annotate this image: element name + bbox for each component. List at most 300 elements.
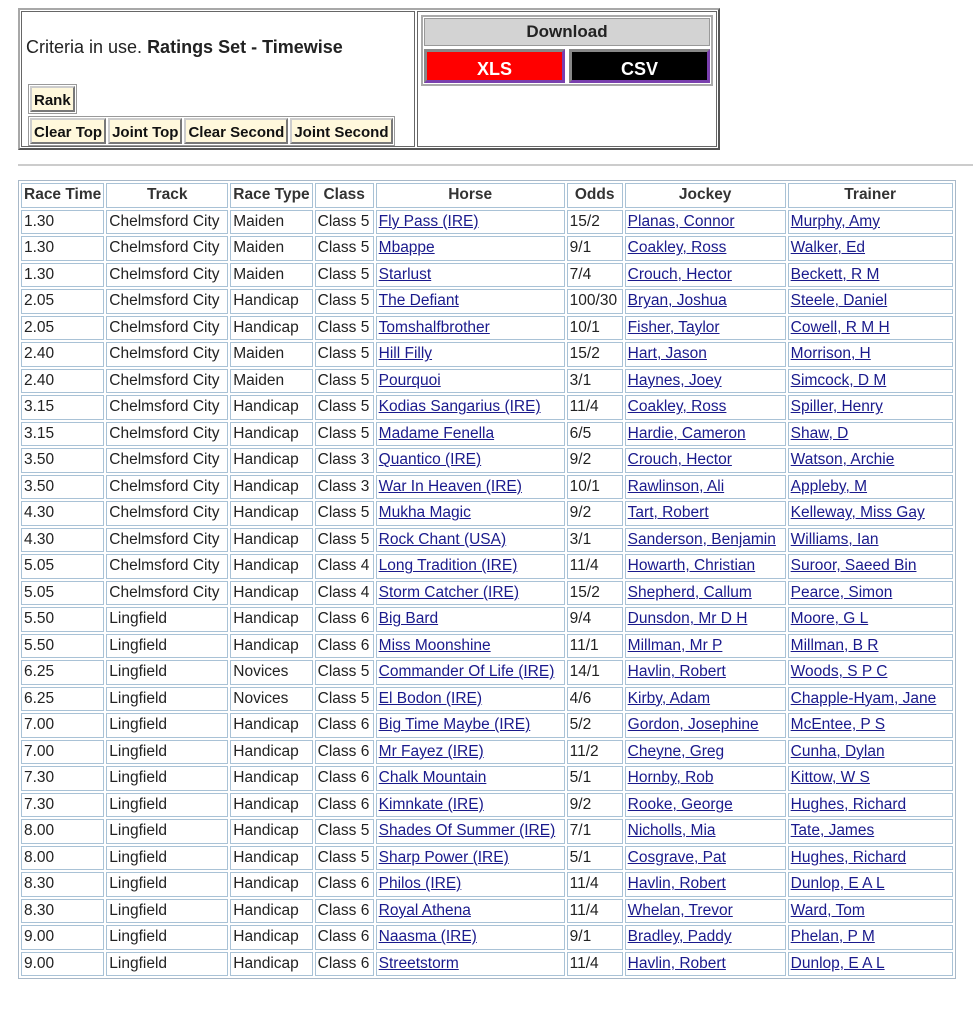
trainer-link[interactable]: Beckett, R M	[790, 265, 880, 283]
column-header-track: Track	[106, 183, 228, 208]
cell-trainer	[788, 422, 953, 447]
cell-race-time: 3.15	[21, 395, 104, 420]
cell-track: Chelmsford City	[106, 581, 228, 606]
cell-horse	[376, 687, 565, 712]
cell-odds: 6/5	[567, 422, 623, 447]
jockey-link[interactable]: Coakley, Ross	[627, 398, 727, 416]
cell-jockey	[625, 554, 786, 579]
trainer-link[interactable]: Watson, Archie	[790, 451, 895, 469]
cell-race-time: 5.05	[21, 554, 104, 579]
cell-jockey	[625, 766, 786, 791]
horse-link[interactable]: Quantico (IRE)	[378, 451, 482, 469]
cell-horse	[376, 766, 565, 791]
cell-race-time: 4.30	[21, 528, 104, 553]
cell-trainer	[788, 289, 953, 314]
jockey-link[interactable]: Rawlinson, Ali	[627, 477, 725, 495]
cell-class: Class 4	[315, 554, 374, 579]
cell-track: Lingfield	[106, 952, 228, 977]
trainer-link[interactable]: Cowell, R M H	[790, 318, 890, 336]
cell-trainer	[788, 766, 953, 791]
cell-race-time: 2.40	[21, 342, 104, 367]
horse-link[interactable]: Hill Filly	[378, 345, 433, 363]
cell-race-time: 6.25	[21, 660, 104, 685]
cell-class: Class 5	[315, 263, 374, 288]
cell-trainer	[788, 316, 953, 341]
cell-track: Chelmsford City	[106, 395, 228, 420]
cell-race-time: 8.30	[21, 899, 104, 924]
cell-odds: 11/4	[567, 952, 623, 977]
jockey-link[interactable]: Hornby, Rob	[627, 769, 714, 787]
table-row	[21, 660, 953, 685]
cell-track: Chelmsford City	[106, 422, 228, 447]
trainer-link[interactable]: Pearce, Simon	[790, 583, 893, 601]
cell-jockey	[625, 687, 786, 712]
trainer-link[interactable]: Morrison, H	[790, 345, 871, 363]
cell-class: Class 6	[315, 766, 374, 791]
cell-horse	[376, 501, 565, 526]
trainer-link[interactable]: Hughes, Richard	[790, 848, 907, 866]
cell-track: Lingfield	[106, 713, 228, 738]
cell-race-time: 9.00	[21, 952, 104, 977]
horse-link[interactable]: Fly Pass (IRE)	[378, 212, 479, 230]
cell-track: Lingfield	[106, 634, 228, 659]
cell-odds: 10/1	[567, 475, 623, 500]
cell-race-type: Handicap	[230, 501, 312, 526]
cell-jockey	[625, 342, 786, 367]
cell-race-type: Handicap	[230, 872, 312, 897]
trainer-link[interactable]: McEntee, P S	[790, 716, 886, 734]
jockey-link[interactable]: Tart, Robert	[627, 504, 709, 522]
cell-horse	[376, 872, 565, 897]
cell-race-time: 1.30	[21, 236, 104, 261]
jockey-link[interactable]: Havlin, Robert	[627, 663, 726, 681]
cell-jockey	[625, 660, 786, 685]
cell-race-type: Handicap	[230, 793, 312, 818]
horse-link[interactable]: Big Bard	[378, 610, 439, 628]
table-row	[21, 766, 953, 791]
jockey-link[interactable]: Havlin, Robert	[627, 954, 726, 972]
cell-trainer	[788, 634, 953, 659]
cell-trainer	[788, 581, 953, 606]
cell-odds: 9/2	[567, 793, 623, 818]
cell-horse	[376, 210, 565, 235]
cell-race-type: Novices	[230, 687, 312, 712]
trainer-link[interactable]: Millman, B R	[790, 636, 879, 654]
cell-race-type: Handicap	[230, 925, 312, 950]
cell-odds: 9/1	[567, 925, 623, 950]
trainer-link[interactable]: Chapple-Hyam, Jane	[790, 689, 937, 707]
table-row	[21, 369, 953, 394]
cell-class: Class 6	[315, 713, 374, 738]
horse-link[interactable]: Pourquoi	[378, 371, 441, 389]
cell-class: Class 5	[315, 289, 374, 314]
cell-horse	[376, 899, 565, 924]
csv-download-button[interactable]: CSV	[569, 49, 710, 83]
cell-horse	[376, 607, 565, 632]
cell-jockey	[625, 369, 786, 394]
cell-jockey	[625, 581, 786, 606]
cell-track: Chelmsford City	[106, 342, 228, 367]
cell-horse	[376, 740, 565, 765]
cell-race-time: 7.30	[21, 766, 104, 791]
jockey-link[interactable]: Planas, Connor	[627, 212, 735, 230]
cell-race-time: 5.05	[21, 581, 104, 606]
cell-race-type: Handicap	[230, 634, 312, 659]
table-row	[21, 925, 953, 950]
cell-race-type: Maiden	[230, 342, 312, 367]
horse-link[interactable]: Shades Of Summer (IRE)	[378, 822, 556, 840]
cell-trainer	[788, 342, 953, 367]
cell-jockey	[625, 713, 786, 738]
filter-buttons	[28, 116, 395, 146]
criteria-cell	[21, 11, 415, 147]
horse-link[interactable]: Madame Fenella	[378, 424, 495, 442]
jockey-link[interactable]: Fisher, Taylor	[627, 318, 720, 336]
cell-class: Class 6	[315, 872, 374, 897]
trainer-link[interactable]: Cunha, Dylan	[790, 742, 885, 760]
trainer-link[interactable]: Dunlop, E A L	[790, 954, 885, 972]
trainer-link[interactable]: Walker, Ed	[790, 239, 866, 257]
cell-class: Class 5	[315, 369, 374, 394]
cell-trainer	[788, 210, 953, 235]
joint-top-button[interactable]: Joint Top	[108, 118, 182, 144]
horse-link[interactable]: Miss Moonshine	[378, 636, 491, 654]
cell-horse	[376, 554, 565, 579]
jockey-link[interactable]: Coakley, Ross	[627, 239, 727, 257]
trainer-link[interactable]: Moore, G L	[790, 610, 869, 628]
cell-trainer	[788, 740, 953, 765]
cell-class: Class 5	[315, 846, 374, 871]
table-row	[21, 581, 953, 606]
cell-race-type: Handicap	[230, 554, 312, 579]
criteria-panel	[18, 8, 720, 150]
cell-odds: 7/4	[567, 263, 623, 288]
cell-track: Lingfield	[106, 872, 228, 897]
cell-jockey	[625, 740, 786, 765]
trainer-link[interactable]: Kelleway, Miss Gay	[790, 504, 925, 522]
cell-race-type: Handicap	[230, 581, 312, 606]
cell-class: Class 6	[315, 740, 374, 765]
joint-second-button[interactable]: Joint Second	[290, 118, 392, 144]
cell-track: Lingfield	[106, 687, 228, 712]
cell-trainer	[788, 263, 953, 288]
cell-class: Class 6	[315, 793, 374, 818]
cell-race-time: 4.30	[21, 501, 104, 526]
cell-jockey	[625, 422, 786, 447]
trainer-link[interactable]: Suroor, Saeed Bin	[790, 557, 917, 575]
cell-race-time: 8.00	[21, 846, 104, 871]
horse-link[interactable]: Chalk Mountain	[378, 769, 487, 787]
cell-horse	[376, 263, 565, 288]
cell-odds: 9/2	[567, 501, 623, 526]
cell-race-time: 3.15	[21, 422, 104, 447]
jockey-link[interactable]: Sanderson, Benjamin	[627, 530, 776, 548]
table-row	[21, 687, 953, 712]
cell-odds: 15/2	[567, 210, 623, 235]
cell-horse	[376, 316, 565, 341]
jockey-link[interactable]: Howarth, Christian	[627, 557, 756, 575]
jockey-link[interactable]: Shepherd, Callum	[627, 583, 752, 601]
horse-link[interactable]: Sharp Power (IRE)	[378, 848, 509, 866]
cell-jockey	[625, 952, 786, 977]
cell-trainer	[788, 528, 953, 553]
cell-race-time: 7.30	[21, 793, 104, 818]
cell-jockey	[625, 210, 786, 235]
table-row	[21, 448, 953, 473]
cell-trainer	[788, 554, 953, 579]
xls-download-button[interactable]: XLS	[424, 49, 565, 83]
cell-race-type: Handicap	[230, 607, 312, 632]
races-table	[18, 180, 956, 979]
trainer-link[interactable]: Hughes, Richard	[790, 795, 907, 813]
cell-race-type: Handicap	[230, 846, 312, 871]
cell-race-type: Handicap	[230, 713, 312, 738]
cell-class: Class 5	[315, 316, 374, 341]
cell-class: Class 5	[315, 422, 374, 447]
trainer-link[interactable]: Appleby, M	[790, 477, 868, 495]
cell-track: Chelmsford City	[106, 316, 228, 341]
cell-trainer	[788, 687, 953, 712]
cell-odds: 11/4	[567, 872, 623, 897]
cell-race-type: Handicap	[230, 475, 312, 500]
cell-trainer	[788, 395, 953, 420]
cell-race-type: Handicap	[230, 448, 312, 473]
cell-track: Lingfield	[106, 819, 228, 844]
cell-race-type: Maiden	[230, 210, 312, 235]
trainer-link[interactable]: Ward, Tom	[790, 901, 865, 919]
cell-track: Chelmsford City	[106, 236, 228, 261]
horse-link[interactable]: El Bodon (IRE)	[378, 689, 483, 707]
cell-class: Class 5	[315, 819, 374, 844]
cell-horse	[376, 369, 565, 394]
table-row	[21, 554, 953, 579]
cell-class: Class 5	[315, 528, 374, 553]
trainer-link[interactable]: Dunlop, E A L	[790, 875, 885, 893]
horse-link[interactable]: Naasma (IRE)	[378, 928, 477, 946]
horse-link[interactable]: Starlust	[378, 265, 432, 283]
column-header-race-type: Race Type	[230, 183, 312, 208]
cell-track: Lingfield	[106, 899, 228, 924]
download-panel	[421, 15, 713, 86]
jockey-link[interactable]: Dunsdon, Mr D H	[627, 610, 748, 628]
horse-link[interactable]: Philos (IRE)	[378, 875, 462, 893]
cell-odds: 5/1	[567, 766, 623, 791]
cell-odds: 11/4	[567, 899, 623, 924]
horse-link[interactable]: Kimnkate (IRE)	[378, 795, 484, 813]
cell-race-time: 8.00	[21, 819, 104, 844]
column-header-jockey: Jockey	[625, 183, 786, 208]
column-header-trainer: Trainer	[788, 183, 953, 208]
cell-trainer	[788, 501, 953, 526]
trainer-link[interactable]: Simcock, D M	[790, 371, 887, 389]
cell-jockey	[625, 819, 786, 844]
cell-trainer	[788, 607, 953, 632]
trainer-link[interactable]: Woods, S P C	[790, 663, 888, 681]
cell-odds: 4/6	[567, 687, 623, 712]
cell-race-type: Handicap	[230, 899, 312, 924]
cell-track: Lingfield	[106, 766, 228, 791]
trainer-link[interactable]: Phelan, P M	[790, 928, 875, 946]
cell-race-type: Handicap	[230, 395, 312, 420]
cell-horse	[376, 236, 565, 261]
cell-race-type: Maiden	[230, 369, 312, 394]
trainer-link[interactable]: Williams, Ian	[790, 530, 879, 548]
horse-link[interactable]: Mukha Magic	[378, 504, 471, 522]
cell-class: Class 5	[315, 210, 374, 235]
cell-race-time: 2.05	[21, 289, 104, 314]
trainer-link[interactable]: Kittow, W S	[790, 769, 870, 787]
cell-trainer	[788, 793, 953, 818]
table-row	[21, 607, 953, 632]
cell-jockey	[625, 395, 786, 420]
cell-horse	[376, 342, 565, 367]
cell-horse	[376, 925, 565, 950]
cell-class: Class 5	[315, 687, 374, 712]
table-row	[21, 422, 953, 447]
cell-jockey	[625, 501, 786, 526]
rank-button[interactable]: Rank	[30, 86, 75, 112]
cell-trainer	[788, 369, 953, 394]
horse-link[interactable]: Mbappe	[378, 239, 435, 257]
horse-link[interactable]: Long Tradition (IRE)	[378, 557, 518, 575]
jockey-link[interactable]: Haynes, Joey	[627, 371, 722, 389]
column-header-odds: Odds	[567, 183, 623, 208]
cell-class: Class 6	[315, 899, 374, 924]
cell-track: Chelmsford City	[106, 448, 228, 473]
download-cell	[417, 11, 717, 147]
rank-wrap	[28, 84, 77, 114]
jockey-link[interactable]: Rooke, George	[627, 795, 733, 813]
horse-link[interactable]: Commander Of Life (IRE)	[378, 663, 555, 681]
cell-track: Lingfield	[106, 925, 228, 950]
cell-jockey	[625, 607, 786, 632]
jockey-link[interactable]: Gordon, Josephine	[627, 716, 759, 734]
horse-link[interactable]: Kodias Sangarius (IRE)	[378, 398, 541, 416]
horse-link[interactable]: Streetstorm	[378, 954, 459, 972]
cell-horse	[376, 713, 565, 738]
cell-trainer	[788, 448, 953, 473]
table-row	[21, 952, 953, 977]
cell-race-time: 3.50	[21, 475, 104, 500]
cell-race-time: 2.05	[21, 316, 104, 341]
table-row	[21, 475, 953, 500]
horse-link[interactable]: Royal Athena	[378, 901, 471, 919]
clear-second-button[interactable]: Clear Second	[184, 118, 288, 144]
cell-trainer	[788, 846, 953, 871]
column-header-horse: Horse	[376, 183, 565, 208]
horse-link[interactable]: War In Heaven (IRE)	[378, 477, 522, 495]
trainer-link[interactable]: Murphy, Amy	[790, 212, 880, 230]
jockey-link[interactable]: Bradley, Paddy	[627, 928, 732, 946]
jockey-link[interactable]: Crouch, Hector	[627, 265, 732, 283]
table-row	[21, 528, 953, 553]
table-row	[21, 793, 953, 818]
jockey-link[interactable]: Havlin, Robert	[627, 875, 726, 893]
horse-link[interactable]: Tomshalfbrother	[378, 318, 490, 336]
cell-race-time: 1.30	[21, 263, 104, 288]
clear-top-button[interactable]: Clear Top	[30, 118, 106, 144]
cell-jockey	[625, 236, 786, 261]
cell-horse	[376, 448, 565, 473]
jockey-link[interactable]: Nicholls, Mia	[627, 822, 716, 840]
criteria-text	[26, 37, 343, 58]
cell-horse	[376, 475, 565, 500]
cell-trainer	[788, 819, 953, 844]
column-header-class: Class	[315, 183, 374, 208]
cell-track: Chelmsford City	[106, 501, 228, 526]
jockey-link[interactable]: Millman, Mr P	[627, 636, 723, 654]
table-row	[21, 263, 953, 288]
cell-odds: 14/1	[567, 660, 623, 685]
horse-link[interactable]: Rock Chant (USA)	[378, 530, 507, 548]
cell-track: Lingfield	[106, 607, 228, 632]
jockey-link[interactable]: Bryan, Joshua	[627, 292, 727, 310]
cell-race-time: 7.00	[21, 740, 104, 765]
cell-class: Class 6	[315, 925, 374, 950]
horse-link[interactable]: Mr Fayez (IRE)	[378, 742, 484, 760]
column-header-race-time: Race Time	[21, 183, 104, 208]
cell-horse	[376, 952, 565, 977]
cell-track: Chelmsford City	[106, 210, 228, 235]
cell-race-type: Handicap	[230, 528, 312, 553]
table-row	[21, 846, 953, 871]
trainer-link[interactable]: Tate, James	[790, 822, 875, 840]
cell-trainer	[788, 872, 953, 897]
cell-race-time: 3.50	[21, 448, 104, 473]
table-row	[21, 342, 953, 367]
horse-link[interactable]: Storm Catcher (IRE)	[378, 583, 520, 601]
horse-link[interactable]: The Defiant	[378, 292, 459, 310]
cell-odds: 5/2	[567, 713, 623, 738]
table-row	[21, 395, 953, 420]
cell-trainer	[788, 925, 953, 950]
horse-link[interactable]: Big Time Maybe (IRE)	[378, 716, 531, 734]
cell-race-time: 5.50	[21, 607, 104, 632]
jockey-link[interactable]: Hart, Jason	[627, 345, 707, 363]
cell-race-type: Maiden	[230, 236, 312, 261]
jockey-link[interactable]: Cheyne, Greg	[627, 742, 725, 760]
jockey-link[interactable]: Hardie, Cameron	[627, 424, 746, 442]
cell-jockey	[625, 475, 786, 500]
cell-jockey	[625, 316, 786, 341]
jockey-link[interactable]: Kirby, Adam	[627, 689, 711, 707]
cell-class: Class 3	[315, 475, 374, 500]
jockey-link[interactable]: Crouch, Hector	[627, 451, 732, 469]
table-row	[21, 316, 953, 341]
jockey-link[interactable]: Whelan, Trevor	[627, 901, 733, 919]
cell-odds: 5/1	[567, 846, 623, 871]
cell-track: Chelmsford City	[106, 289, 228, 314]
trainer-link[interactable]: Steele, Daniel	[790, 292, 888, 310]
cell-trainer	[788, 952, 953, 977]
cell-odds: 11/4	[567, 395, 623, 420]
cell-odds: 100/30	[567, 289, 623, 314]
jockey-link[interactable]: Cosgrave, Pat	[627, 848, 726, 866]
table-row	[21, 634, 953, 659]
cell-jockey	[625, 263, 786, 288]
cell-odds: 9/1	[567, 236, 623, 261]
cell-jockey	[625, 448, 786, 473]
table-row	[21, 872, 953, 897]
cell-race-type: Handicap	[230, 740, 312, 765]
header-row	[21, 183, 953, 208]
trainer-link[interactable]: Spiller, Henry	[790, 398, 883, 416]
cell-trainer	[788, 660, 953, 685]
trainer-link[interactable]: Shaw, D	[790, 424, 849, 442]
cell-odds: 3/1	[567, 528, 623, 553]
table-row	[21, 210, 953, 235]
cell-track: Lingfield	[106, 793, 228, 818]
